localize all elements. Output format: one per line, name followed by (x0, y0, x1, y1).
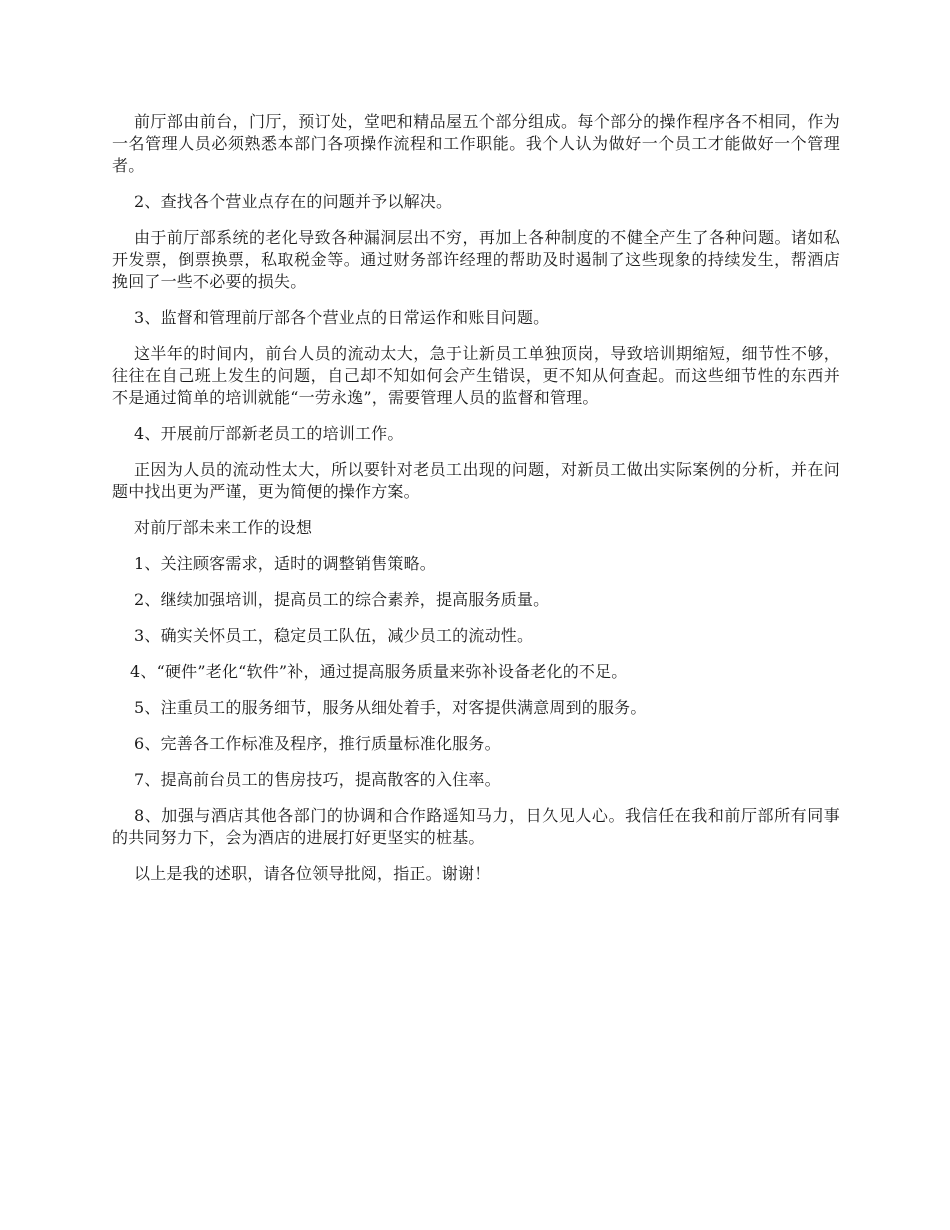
plan-item-1: 1、关注顾客需求，适时的调整销售策略。 (134, 554, 436, 573)
paragraph-training-analysis: 正因为人员的流动性太大，所以要针对老员工出现的问题，对新员工做出实际案例的分析，并在问题中找出更为严谨，更为简便的操作方案。 (112, 460, 840, 501)
paragraph-staff-turnover: 这半年的时间内，前台人员的流动太大，急于让新员工单独顶岗，导致培训期缩短，细节性不够，往往在自己班上发生的问题，自己却不知如何会产生错误，更不知从何查起。而这些细节性的东西并不是通过简单的培训就能“一劳永逸”，需要管理人员的监督和管理。 (112, 344, 840, 407)
closing-paragraph: 以上是我的述职，请各位领导批阅，指正。谢谢！ (134, 864, 491, 883)
plan-item-7: 7、提高前台员工的售房技巧，提高散客的入住率。 (134, 770, 501, 789)
plan-item-8: 8、加强与酒店其他各部门的协调和合作路遥知马力，日久见人心。我信任在我和前厅部所有同事的共同努力下，会为酒店的进展打好更坚实的桩基。 (112, 806, 840, 847)
paragraph-front-office-structure: 前厅部由前台，门厅，预订处，堂吧和精品屋五个部分组成。每个部分的操作程序各不相同，作为一名管理人员必须熟悉本部门各项操作流程和工作职能。我个人认为做好一个员工才能做好一个管理者。 (112, 112, 840, 175)
document-body (112, 111, 840, 899)
plan-item-2: 2、继续加强培训，提高员工的综合素养，提高服务质量。 (134, 590, 550, 609)
plan-item-3: 3、确实关怀员工，稳定员工队伍，减少员工的流动性。 (134, 626, 534, 645)
plan-item-5: 5、注重员工的服务细节，服务从细处着手，对客提供满意周到的服务。 (134, 698, 647, 717)
section-title-future-plans: 对前厅部未来工作的设想 (134, 518, 313, 537)
paragraph-system-issues: 由于前厅部系统的老化导致各种漏洞层出不穷，再加上各种制度的不健全产生了各种问题。诸如私开发票，倒票换票，私取税金等。通过财务部许经理的帮助及时遏制了这些现象的持续发生，帮酒店挽回了一些不必要的损失。 (112, 228, 840, 291)
plan-item-6: 6、完善各工作标准及程序，推行质量标准化服务。 (134, 734, 501, 753)
heading-item-4: 4、开展前厅部新老员工的培训工作。 (134, 424, 404, 443)
heading-item-2: 2、查找各个营业点存在的问题并予以解决。 (134, 192, 453, 211)
heading-item-3: 3、监督和管理前厅部各个营业点的日常运作和账目问题。 (134, 308, 550, 327)
plan-item-4: 4、“硬件”老化“软件”补，通过提高服务质量来弥补设备老化的不足。 (130, 662, 628, 681)
